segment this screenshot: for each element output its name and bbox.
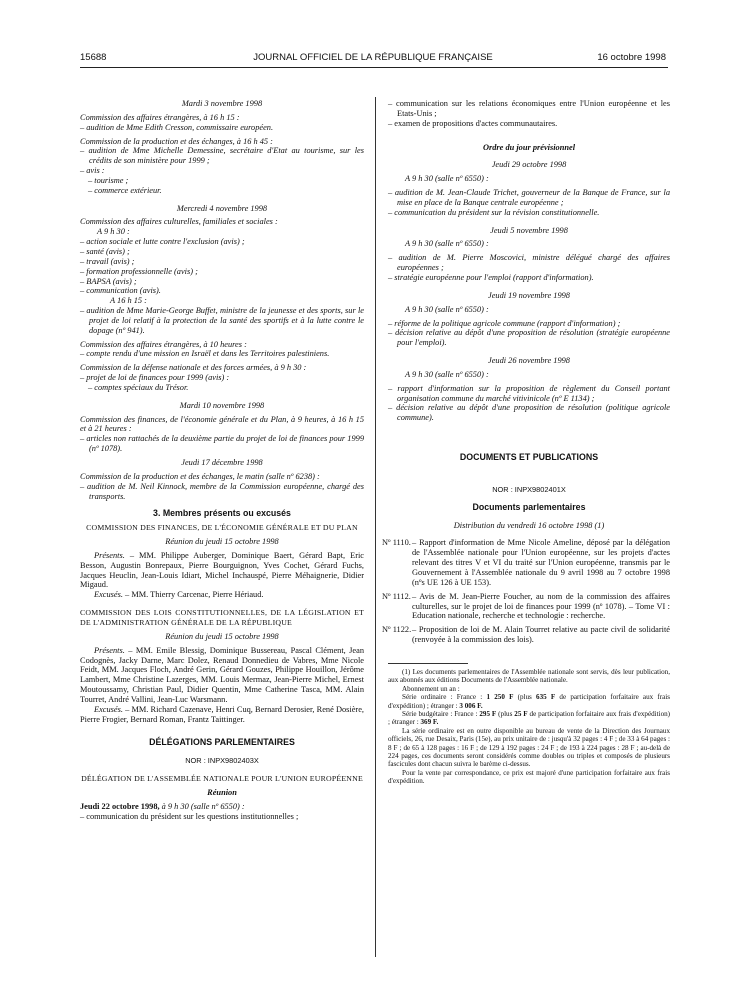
right-column <box>382 99 671 786</box>
agenda-subitem: – tourisme ; <box>88 175 129 185</box>
commission-name: COMMISSION DES LOIS CONSTITUTIONNELLES, DE LA LÉGISLATION ET DE L'ADMINISTRATION GÉNÉRALE DE LA RÉPUBLIQUE <box>80 608 364 627</box>
footnote: Abonnement un an : <box>402 684 460 693</box>
agenda-item: – articles non rattachés de la deuxième partie du projet de loi de finances pour 1999 (nº 1078). <box>80 434 364 454</box>
present-label: Présents. <box>94 550 125 560</box>
agenda-item: – communication (avis). <box>80 286 161 296</box>
agenda-subitem: – commerce extérieur. <box>88 185 162 195</box>
commission-heading: Commission des finances, de l'économie générale et du Plan, à 9 heures, à 16 h 15 et à 21 heures : <box>80 414 364 434</box>
agenda-item: – action sociale et lutte contre l'exclusion (avis) ; <box>80 237 245 247</box>
agenda-item: – BAPSA (avis) ; <box>80 276 137 286</box>
day-heading: Mardi 10 novembre 1998 <box>179 400 265 410</box>
day-heading: Jeudi 29 octobre 1998 <box>491 160 567 170</box>
nor-reference: NOR : INPX9802403X <box>185 756 259 766</box>
agenda-item: – audition de M. Pierre Moscovici, ministre délégué chargé des affaires européennes ; <box>388 253 670 273</box>
agenda-item: – projet de loi de finances pour 1999 (avis) : <box>80 373 230 383</box>
agenda-item: – audition de M. Neil Kinnock, membre de la Commission européenne, chargé des transports. <box>80 481 364 501</box>
agenda-item: – décision relative au dépôt d'une proposition de résolution (stratégie européenne pour l'emploi). <box>388 328 670 348</box>
present-label: Présents. <box>94 645 125 655</box>
day-heading: Jeudi 19 novembre 1998 <box>488 290 570 300</box>
day-heading: Mardi 3 novembre 1998 <box>181 99 263 108</box>
agenda-item: – communication sur les relations économiques entre l'Union européenne et les Etats-Unis ; <box>388 99 670 118</box>
price-value: 635 F <box>536 693 556 702</box>
agenda-item: – formation professionnelle (avis) ; <box>80 266 198 276</box>
agenda-item: – rapport d'information sur la proposition de règlement du Conseil portant organisation commune du marché vitivinicole (nº E 1134) ; <box>388 383 670 403</box>
commission-heading: Commission des affaires étrangères, à 10 heures : <box>80 339 247 349</box>
section-subtitle: Ordre du jour prévisionnel <box>482 142 576 152</box>
commission-heading: Commission de la production et des échanges, à 16 h 45 : <box>80 136 273 146</box>
excused-label: Excusés. <box>94 590 123 600</box>
agenda-item: – travail (avis) ; <box>80 256 135 266</box>
document-description: – Avis de M. Jean-Pierre Foucher, au nom de la commission des affaires culturelles, sur le projet de loi de finances pour 1999 (nº 1078). – Tome VI : Education nationale, recherche et technologie : recherche. <box>412 591 670 621</box>
time-slot: A 9 h 30 (salle nº 6550) : <box>405 304 489 314</box>
attendance-excused <box>80 590 364 600</box>
document-entry <box>382 591 670 622</box>
document-number: Nº 1110. <box>382 538 411 548</box>
header-rule <box>80 67 668 68</box>
present-names: – MM. Emile Blessig, Dominique Bussereau, Pascal Clément, Jean Codognès, Jacky Darne, Marc Dolez, Renaud Donnedieu de Vabres, Mme Nicole Feidt, MM. Jacques Floch, André Gerin, Gérard Gouzes, Philippe Houillon, Jérôme Lambert, Mme Christine Lazerges, MM. Louis Mermaz, Jean-Pierre Michel, Ernest Moutoussamy, Christian Paul, Didier Quentin, Mme Catherine Tasca, MM. Alain Tourret, André Vallini, Jean-Luc Warsmann. <box>80 645 364 704</box>
commission-heading: Commission de la production et des échanges, le matin (salle nº 6238) : <box>80 471 320 481</box>
day-heading: Jeudi 5 novembre 1998 <box>490 225 568 235</box>
day-heading: Jeudi 26 novembre 1998 <box>488 356 570 366</box>
excused-names: – MM. Richard Cazenave, Henri Cuq, Bernard Derosier, René Dosière, Pierre Frogier, Bernard Roman, Frantz Taittinger. <box>80 704 364 724</box>
section-title-documents: DOCUMENTS ET PUBLICATIONS <box>459 452 599 463</box>
delegation-name: DÉLÉGATION DE L'ASSEMBLÉE NATIONALE POUR L'UNION EUROPÉENNE <box>81 774 363 784</box>
commission-heading: Commission des affaires étrangères, à 16 h 15 : <box>80 112 240 122</box>
price-text: (plus <box>496 709 515 718</box>
price-text: de participation forfaitaire aux frais d'expédition) ; étranger : <box>388 709 671 727</box>
commission-name: COMMISSION DES FINANCES, DE L'ÉCONOMIE GÉNÉRALE ET DU PLAN <box>86 523 358 533</box>
present-names: – MM. Philippe Auberger, Dominique Baert, Gérard Bapt, Eric Besson, Augustin Bonrepaux, Pierre Bourguignon, Yves Cochet, Gérard Fuchs, Jacques Heuclin, Jean-Louis Idiart, Michel Inchauspé, Pierre Méhaignerie, Didier Migaud. <box>80 550 364 590</box>
left-column <box>80 99 364 821</box>
agenda-item: – décision relative au dépôt d'une proposition de résolution (politique agricole commune). <box>388 403 670 423</box>
agenda-item: – audition de Mme Edith Cresson, commissaire européen. <box>80 122 274 132</box>
document-number: Nº 1122. <box>382 625 412 635</box>
nor-reference: NOR : INPX9802401X <box>492 484 566 494</box>
meeting-heading: Réunion <box>207 787 237 797</box>
time-slot: A 9 h 30 (salle nº 6550) : <box>405 174 489 184</box>
document-number: Nº 1112. <box>382 591 411 601</box>
footnote: La série ordinaire est en outre disponible au bureau de vente de la Direction des Journaux officiels, 26, rue Desaix, Paris (15e), au prix unitaire de : jusqu'à 32 pages : 4 F ; de 33 à 64 pages : 8 F ; de 65 à 128 pages : 16 F ; de 129 à 192 pages : 24 F ; de 193 à 224 pages : 28 F ; au-delà de 224 pages, ces documents seront considérés comme doubles ou triples et composés de plusieurs fascicules dont chacun suivra le barème ci-dessus. <box>388 726 670 769</box>
page-header <box>80 52 666 66</box>
section-title-delegations: DÉLÉGATIONS PARLEMENTAIRES <box>149 737 295 748</box>
agenda-item: – communication du président sur les questions institutionnelles ; <box>80 811 299 821</box>
attendance-excused <box>80 705 364 725</box>
time-slot: A 9 h 30 (salle nº 6550) : <box>405 369 489 379</box>
footnote-rule <box>388 663 468 664</box>
price-text: de participation forfaitaire aux frais d'expédition) ; étranger : <box>388 693 670 710</box>
meeting-time: à 9 h 30 (salle nº 6550) : <box>159 801 245 811</box>
journal-title: JOURNAL OFFICIEL DE LA RÉPUBLIQUE FRANÇAISE <box>253 52 493 63</box>
price-value: 3 006 F. <box>459 701 483 710</box>
footnote: Pour la vente par correspondance, ce prix est majoré d'une participation forfaitaire aux frais d'expédition. <box>388 768 670 786</box>
price-text: (plus <box>513 693 537 702</box>
day-heading: Mercredi 4 novembre 1998 <box>176 203 268 213</box>
price-text: Série budgétaire : France : <box>402 709 480 718</box>
agenda-item: – communication du président sur la révision constitutionnelle. <box>388 207 600 217</box>
commission-heading: Commission de la défense nationale et des forces armées, à 9 h 30 : <box>80 363 307 373</box>
agenda-item: – compte rendu d'une mission en Israël et dans les Territoires palestiniens. <box>80 349 330 359</box>
issue-date: 16 octobre 1998 <box>597 52 666 63</box>
agenda-item: – santé (avis) ; <box>80 246 130 256</box>
attendance-present <box>80 551 364 590</box>
time-slot: A 16 h 15 : <box>110 296 147 306</box>
meeting-heading: Réunion du jeudi 15 octobre 1998 <box>165 631 279 641</box>
excused-label: Excusés. <box>94 704 123 714</box>
agenda-item: – audition de Mme Michelle Demessine, secrétaire d'Etat au tourisme, sur les crédits de son ministère pour 1999 ; <box>80 146 364 166</box>
footnote-price <box>388 693 670 710</box>
agenda-item: – audition de M. Jean-Claude Trichet, gouverneur de la Banque de France, sur la mise en place de la Banque centrale européenne ; <box>388 188 670 207</box>
agenda-item: – avis : <box>80 166 105 176</box>
day-heading: Jeudi 17 décembre 1998 <box>181 458 263 467</box>
price-text: Série ordinaire : France : <box>402 693 487 702</box>
page-number: 15688 <box>80 52 107 63</box>
agenda-subitem: – comptes spéciaux du Trésor. <box>88 382 189 392</box>
distribution-heading: Distribution du vendredi 16 octobre 1998 (1) <box>453 520 605 530</box>
agenda-item: – stratégie européenne pour l'emploi (rapport d'information). <box>388 272 594 282</box>
section-heading: 3. Membres présents ou excusés <box>153 508 291 519</box>
price-value: 369 F. <box>420 718 439 727</box>
time-slot: A 9 h 30 (salle nº 6550) : <box>405 239 489 249</box>
commission-heading: Commission des affaires culturelles, familiales et sociales : <box>80 217 278 227</box>
excused-names: – MM. Thierry Carcenac, Pierre Hériaud. <box>122 590 264 600</box>
footnote: (1) Les documents parlementaires de l'Assemblée nationale sont servis, dès leur publication, aux abonnés aux éditions Documents de l'Assemblée nationale. <box>388 667 670 685</box>
time-slot: A 9 h 30 : <box>97 227 130 237</box>
meeting-heading: Réunion du jeudi 15 octobre 1998 <box>165 537 279 547</box>
meeting-date: Jeudi 22 octobre 1998, <box>80 801 160 811</box>
agenda-item: – audition de Mme Marie-George Buffet, ministre de la jeunesse et des sports, sur le projet de loi relatif à la protection de la santé des sportifs et à la lutte contre le dopage (nº 941). <box>80 306 364 335</box>
agenda-item: – examen de propositions d'actes communautaires. <box>388 118 558 128</box>
document-entry <box>382 625 670 645</box>
document-entry <box>382 538 670 587</box>
attendance-present <box>80 646 364 705</box>
column-divider <box>375 97 376 957</box>
document-description: – Rapport d'information de Mme Nicole Ameline, déposé par la délégation de l'Assemblée nationale pour l'Union européenne, sur les projets d'actes relevant des titres V et VI du traité sur l'Union européenne, transmis par le Gouvernement à l'Assemblée nationale du 9 avril 1998 au 7 octobre 1998 (nºs UE 126 à UE 153). <box>412 538 670 587</box>
price-value: 1 250 F <box>486 693 514 702</box>
meeting-date-line <box>80 802 364 812</box>
document-description: – Proposition de loi de M. Alain Tourret relative au pacte civil de solidarité (renvoyée à la commission des lois). <box>412 625 670 645</box>
footnote-price <box>388 710 670 727</box>
section-subtitle: Documents parlementaires <box>472 501 586 512</box>
price-value: 295 F <box>479 709 497 718</box>
agenda-item: – réforme de la politique agricole commune (rapport d'information) ; <box>388 318 621 328</box>
price-value: 25 F <box>514 709 528 718</box>
